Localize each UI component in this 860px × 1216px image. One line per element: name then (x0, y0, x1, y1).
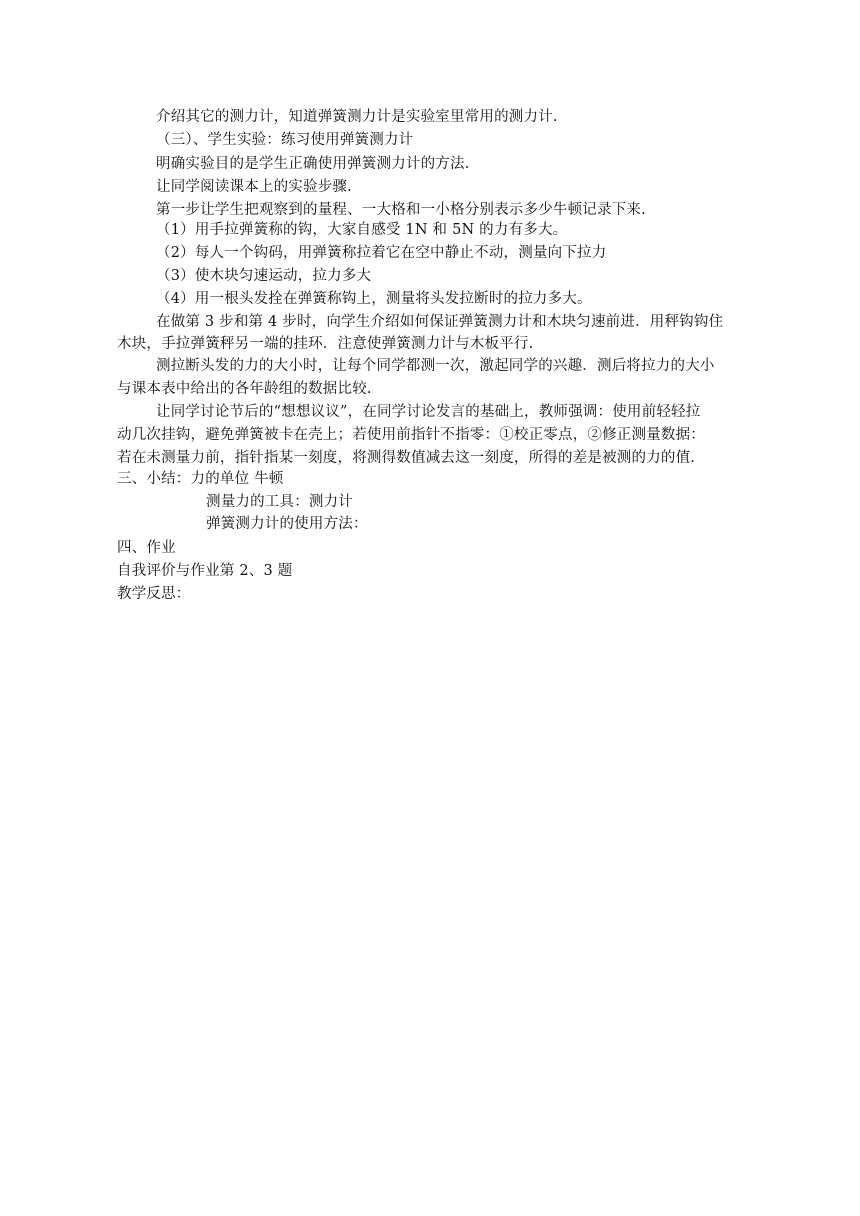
text-line: 介绍其它的测力计，知道弹簧测力计是实验室里常用的测力计. (156, 109, 558, 125)
text-line: 让同学阅读课本上的实验步骤. (156, 179, 352, 195)
text-line: 与课本表中给出的各年龄组的数据比较. (117, 381, 372, 397)
section-heading: （三）、学生实验：练习使用弹簧测力计 (156, 132, 414, 148)
section-heading: 四、作业 (117, 540, 176, 556)
list-item: （4）用一根头发拴在弹簧称钩上，测量将头发拉断时的拉力多大。 (156, 291, 592, 307)
summary-item: 测量力的工具：测力计 (206, 494, 353, 510)
summary-item: 弹簧测力计的使用方法： (206, 516, 368, 532)
text-line: 动几次挂钩，避免弹簧被卡在壳上；若使用前指针不指零：①校正零点，②修正测量数据： (117, 427, 705, 443)
text-line: 第一步让学生把观察到的量程、一大格和一小格分别表示多少牛顿记录下来. (156, 202, 646, 218)
text-line: 若在未测量力前，指针指某一刻度，将测得数值减去这一刻度，所得的差是被测的力的值. (117, 450, 696, 466)
list-item: （1）用手拉弹簧称的钩，大家自感受 1N 和 5N 的力有多大。 (156, 222, 568, 238)
text-line: 在做第 3 步和第 4 步时，向学生介绍如何保证弹簧测力计和木块匀速前进．用秤钩钩住 (156, 314, 724, 330)
text-line: 明确实验目的是学生正确使用弹簧测力计的方法. (156, 156, 470, 172)
text-line: 木块，手拉弹簧秤另一端的挂环．注意使弹簧测力计与木板平行. (117, 336, 534, 352)
text-line: 让同学讨论节后的“想想议议”，在同学讨论发言的基础上，教师强调：使用前轻轻拉 (156, 404, 701, 420)
text-line: 教学反思： (117, 586, 191, 602)
list-item: （2）每人一个钩码，用弹簧称拉着它在空中静止不动，测量向下拉力 (156, 245, 607, 261)
section-heading: 三、小结：力的单位 牛顿 (117, 471, 284, 487)
text-line: 自我评价与作业第 2、3 题 (117, 563, 293, 579)
list-item: （3）使木块匀速运动，拉力多大 (156, 268, 372, 284)
text-line: 测拉断头发的力的大小时，让每个同学都测一次，激起同学的兴趣．测后将拉力的大小 (156, 358, 715, 374)
